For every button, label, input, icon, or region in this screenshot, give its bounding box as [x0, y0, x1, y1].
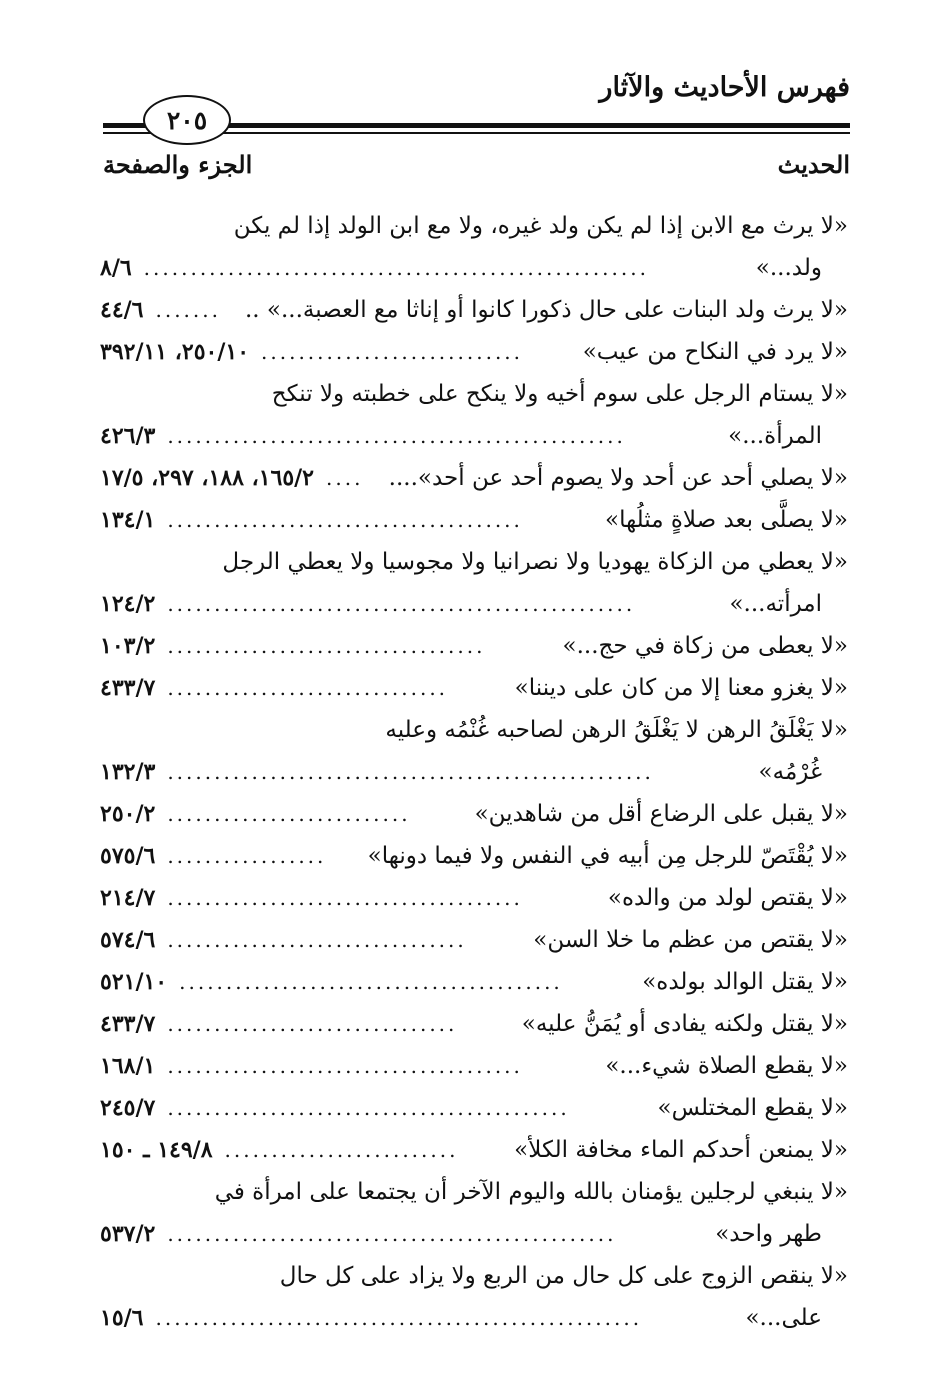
- leader-dots: .......: [155, 298, 221, 322]
- index-entry: [100, 835, 848, 877]
- volume-page-reference: ٢٤٥/٧: [100, 1095, 156, 1121]
- entry-line: [100, 1045, 848, 1087]
- leader-dots: ................................................: [167, 1222, 617, 1246]
- hadith-text: ولد...»: [755, 255, 822, 281]
- hadith-text: «لا يقتل ولكنه يفادى أو يُمَنُّ عليه»: [521, 1011, 848, 1037]
- volume-page-reference: ٤٣٣/٧: [100, 675, 156, 701]
- volume-page-reference: ٢١٤/٧: [100, 885, 156, 911]
- entry-line: [100, 1255, 848, 1297]
- hadith-text: «لا يقطع المختلس»: [657, 1095, 848, 1121]
- hadith-text: على...»: [745, 1305, 822, 1331]
- index-entry: [100, 331, 848, 373]
- entry-line: [100, 919, 848, 961]
- index-entry: [100, 373, 848, 457]
- entry-line: [100, 625, 848, 667]
- entry-continuation-line: [100, 247, 848, 289]
- index-entry: [100, 709, 848, 793]
- volume-page-reference: ٤٣٣/٧: [100, 1011, 156, 1037]
- volume-page-reference: ٥٣٧/٢: [100, 1221, 156, 1247]
- hadith-text: «لا يَغْلَقُ الرهن لا يَغْلَقُ الرهن لصاحبه غُنْمُه وعليه: [385, 717, 848, 743]
- entry-line: [100, 1003, 848, 1045]
- index-entry: [100, 625, 848, 667]
- index-entry: [100, 457, 848, 499]
- volume-page-reference: ١٣٤/١: [100, 507, 156, 533]
- leader-dots: ....................................................: [167, 760, 654, 784]
- volume-page-reference: ٢٥٠/٢: [100, 801, 156, 827]
- volume-page-reference: ٥٧٤/٦: [100, 927, 156, 953]
- index-entries: [100, 205, 848, 1339]
- hadith-text: «لا ينقص الزوج على كل حال من الربع ولا يزاد على كل حال: [279, 1263, 848, 1289]
- hadith-text: «لا يقبل على الرضاع أقل من شاهدين»: [474, 801, 848, 827]
- hadith-text: «لا يصلَّى بعد صلاةٍ مثلُها»: [605, 507, 848, 533]
- hadith-text: «لا يرد في النكاح من عيب»: [582, 339, 848, 365]
- entry-continuation-line: [100, 1213, 848, 1255]
- hadith-text: «لا يعطى من زكاة في حج...»: [562, 633, 848, 659]
- entry-line: [100, 667, 848, 709]
- entry-continuation-line: [100, 415, 848, 457]
- index-entry: [100, 541, 848, 625]
- entry-line: [100, 835, 848, 877]
- column-header-reference: الجزء والصفحة: [103, 150, 253, 179]
- entry-line: [100, 1129, 848, 1171]
- hadith-text: «لا يقطع الصلاة شيء...»: [605, 1053, 848, 1079]
- hadith-text: «لا يقتص من عظم ما خلا السن»: [533, 927, 848, 953]
- leader-dots: ..............................: [167, 676, 449, 700]
- entry-line: [100, 1087, 848, 1129]
- entry-line: [100, 289, 848, 331]
- leader-dots: ................................: [167, 928, 467, 952]
- leader-dots: ......................................: [167, 886, 523, 910]
- hadith-text: «لا يرث مع الابن إذا لم يكن ولد غيره، ولا مع ابن الولد إذا لم يكن: [233, 213, 848, 239]
- leader-dots: ......................................: [167, 508, 523, 532]
- leader-dots: ..........................: [167, 802, 411, 826]
- column-header-hadith: الحديث: [777, 150, 850, 179]
- hadith-text: «لا يُقْتَصّ للرجل مِن أبيه في النفس ولا فيما دونها»: [367, 843, 848, 869]
- leader-dots: .........................................: [179, 970, 563, 994]
- volume-page-reference: ١٦٨/١: [100, 1053, 156, 1079]
- index-entry: [100, 1087, 848, 1129]
- entry-line: [100, 877, 848, 919]
- leader-dots: .................................................: [167, 424, 626, 448]
- leader-dots: ..................................: [167, 634, 486, 658]
- running-title: فهرس الأحاديث والآثار: [599, 72, 850, 103]
- leader-dots: ......................................: [167, 1054, 523, 1078]
- volume-page-reference: ٥٧٥/٦: [100, 843, 156, 869]
- volume-page-reference: ١٦٥/٢، ١٨٨، ٢٩٧، ١٧/٥: [100, 465, 314, 491]
- index-entry: [100, 1171, 848, 1255]
- entry-continuation-line: [100, 751, 848, 793]
- index-entry: [100, 1045, 848, 1087]
- leader-dots: ......................................................: [143, 256, 649, 280]
- leader-dots: ............................: [261, 340, 524, 364]
- leader-dots: ..................................................: [167, 592, 636, 616]
- entry-line: [100, 373, 848, 415]
- leader-dots: ....................................................: [155, 1306, 643, 1330]
- hadith-text: «لا ينبغي لرجلين يؤمنان بالله واليوم الآخر أن يجتمعا على امرأة في: [214, 1179, 848, 1205]
- entry-line: [100, 793, 848, 835]
- entry-line: [100, 1171, 848, 1213]
- index-entry: [100, 877, 848, 919]
- hadith-text: «لا يرث ولد البنات على حال ذكورا كانوا أو إناثا مع العصبة...» ..: [244, 297, 848, 323]
- index-entry: [100, 667, 848, 709]
- hadith-text: «لا يغزو معنا إلا من كان على ديننا»: [514, 675, 848, 701]
- volume-page-reference: ١٠٣/٢: [100, 633, 156, 659]
- volume-page-reference: ٤٤/٦: [100, 297, 144, 323]
- leader-dots: ...........................................: [167, 1096, 570, 1120]
- hadith-text: «لا يستام الرجل على سوم أخيه ولا ينكح على خطبته ولا تنكح: [271, 381, 848, 407]
- entry-continuation-line: [100, 583, 848, 625]
- leader-dots: ....: [326, 466, 364, 490]
- hadith-text: «لا يقتص لولد من والده»: [607, 885, 848, 911]
- leader-dots: .................: [167, 844, 327, 868]
- entry-continuation-line: [100, 1297, 848, 1339]
- volume-page-reference: ٨/٦: [100, 255, 132, 281]
- index-entry: [100, 289, 848, 331]
- entry-line: [100, 961, 848, 1003]
- volume-page-reference: ٤٢٦/٣: [100, 423, 156, 449]
- index-entry: [100, 1129, 848, 1171]
- hadith-text: امرأته...»: [729, 591, 822, 617]
- index-entry: [100, 919, 848, 961]
- hadith-text: «لا يمنعن أحدكم الماء مخافة الكلأ»: [514, 1137, 848, 1163]
- index-entry: [100, 1003, 848, 1045]
- entry-line: [100, 499, 848, 541]
- entry-line: [100, 205, 848, 247]
- volume-page-reference: ٥٢١/١٠: [100, 969, 168, 995]
- index-entry: [100, 1255, 848, 1339]
- index-entry: [100, 499, 848, 541]
- leader-dots: ...............................: [167, 1012, 458, 1036]
- volume-page-reference: ١٥/٦: [100, 1305, 144, 1331]
- volume-page-reference: ٢٥٠/١٠، ٣٩٢/١١: [100, 339, 250, 365]
- volume-page-reference: ١٢٤/٢: [100, 591, 156, 617]
- hadith-text: «لا يقتل الوالد بولده»: [642, 969, 848, 995]
- hadith-text: طهر واحد»: [715, 1221, 822, 1247]
- hadith-text: «لا يصلي أحد عن أحد ولا يصوم أحد عن أحد»....: [388, 465, 848, 491]
- leader-dots: .........................: [224, 1138, 459, 1162]
- hadith-text: «لا يعطي من الزكاة يهوديا ولا نصرانيا ولا مجوسيا ولا يعطي الرجل: [222, 549, 848, 575]
- entry-line: [100, 331, 848, 373]
- volume-page-reference: ١٣٢/٣: [100, 759, 156, 785]
- index-entry: [100, 205, 848, 289]
- hadith-text: غُرْمُه»: [758, 759, 822, 785]
- index-entry: [100, 961, 848, 1003]
- entry-line: [100, 541, 848, 583]
- hadith-text: المرأة...»: [728, 423, 822, 449]
- page-number: ٢٠٥: [143, 95, 231, 145]
- index-entry: [100, 793, 848, 835]
- entry-line: [100, 457, 848, 499]
- entry-line: [100, 709, 848, 751]
- volume-page-reference: ١٤٩/٨ ـ ١٥٠: [100, 1137, 213, 1163]
